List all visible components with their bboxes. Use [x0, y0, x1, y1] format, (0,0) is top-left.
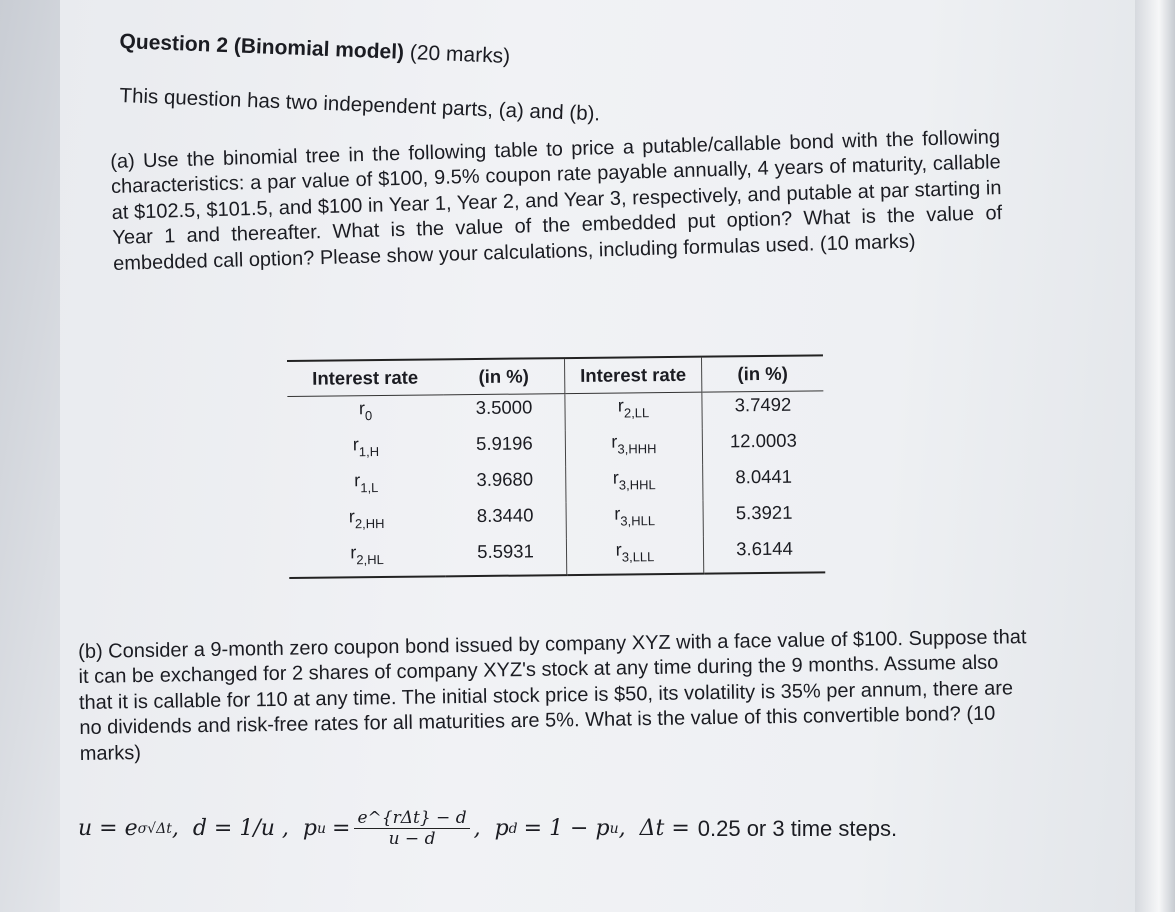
- binomial-formula: u = e σ√Δt , d = 1/u , p u = $\frac{\text{e\textasciicircum{}\{rΔt\} − d}}{u - d}$ , p d = 1 − p u , Δt = 0.25 or 3 time steps.: [78, 808, 898, 849]
- question-marks: (20 marks): [409, 41, 511, 68]
- rate-value: 8.3440: [476, 504, 534, 527]
- rate-value: 5.3921: [703, 499, 825, 536]
- rate-label: $r_{1,H}$: [352, 434, 380, 460]
- rate-label: $r_0$: [358, 398, 373, 424]
- formula-u-exponent: σ√Δt: [137, 820, 172, 837]
- rate-value: 3.5000: [475, 396, 533, 419]
- table-header-row: [287, 355, 823, 396]
- rate-label: $r_{3,LLL}$: [566, 537, 703, 575]
- formula-pu-numerator: e^{rΔt} − d: [354, 808, 469, 829]
- formula-pd-sub: d: [508, 820, 518, 837]
- rate-label: $r_{3,HHL}$: [566, 465, 703, 502]
- intro-text: This question has two independent parts, (a) and (b).: [119, 84, 601, 126]
- part-b-text: (b) Consider a 9-month zero coupon bond issued by company XYZ with a face value of $100. Suppose that it can be exchanged for 2 shares of company XYZ's stock at any time during the 9 months. Assume also that it is callable for 110 at any time. The initial stock price is $50, its volatility is 35% per annum, there are no dividends and risk-free rates for all maturities are 5%. What is the value of this convertible bond? (10 marks): [78, 626, 1027, 765]
- formula-tail: 0.25 or 3 time steps.: [697, 815, 898, 841]
- formula-pd-sub2: u: [609, 820, 619, 837]
- rate-value: 3.6144: [703, 535, 825, 573]
- formula-pd-eq: = 1 − p: [523, 816, 610, 841]
- formula-pu-sub: u: [317, 820, 327, 837]
- part-a-text: (a) Use the binomial tree in the following table to price a putable/callable bond with the following characteristics: a par value of $100, 9.5% coupon rate payable annually, 4 years of maturity, callable at $102.5, $101.5, and $100 in Year 1, Year 2, and Year 3, respectively, and putable at par starting in Year 1 and thereafter. What is the value of the embedded put option? What is the value of embedded call option? Please show your calculations, including formulas used. (10 marks): [110, 126, 1003, 275]
- rate-value: 5.9196: [475, 432, 533, 455]
- rate-label: $r_{3,HLL}$: [566, 501, 703, 538]
- table-row: [287, 391, 823, 433]
- formula-u: u = e: [78, 816, 138, 841]
- table-row: [288, 427, 824, 469]
- table-row: [289, 535, 825, 578]
- rate-value: 8.0441: [703, 463, 825, 500]
- header-interest-rate-2: Interest rate: [564, 357, 701, 394]
- rate-label: $r_{1,L}$: [354, 470, 379, 496]
- formula-d: d = 1/u ,: [192, 816, 289, 841]
- formula-pu: p: [302, 816, 317, 841]
- formula-pu-eq: =: [332, 816, 351, 841]
- header-in-percent-1: (in %): [443, 358, 565, 395]
- header-interest-rate-1: Interest rate: [287, 359, 443, 396]
- rate-label: $r_{3,HHH}$: [565, 429, 702, 466]
- rate-value: 5.5931: [445, 538, 567, 576]
- formula-dt: Δt =: [639, 816, 690, 841]
- table-row: [288, 463, 824, 505]
- formula-pu-denominator: u − d: [388, 829, 436, 849]
- rate-label: $r_{2,HL}$: [289, 539, 445, 578]
- rate-label: $r_{2,HH}$: [348, 506, 385, 532]
- rate-label: $r_{2,LL}$: [565, 392, 702, 430]
- header-in-percent-2: (in %): [701, 355, 823, 392]
- interest-rate-table: [287, 354, 825, 579]
- rate-value: 3.9680: [476, 468, 534, 491]
- rate-value: 12.0003: [702, 427, 824, 464]
- rate-value: 3.7492: [702, 391, 824, 429]
- formula-pu-fraction: [354, 808, 469, 849]
- question-title: [119, 30, 511, 69]
- question-title-text: Question 2 (Binomial model): [119, 30, 405, 64]
- table-row: [289, 499, 825, 541]
- formula-pd: p: [494, 816, 509, 841]
